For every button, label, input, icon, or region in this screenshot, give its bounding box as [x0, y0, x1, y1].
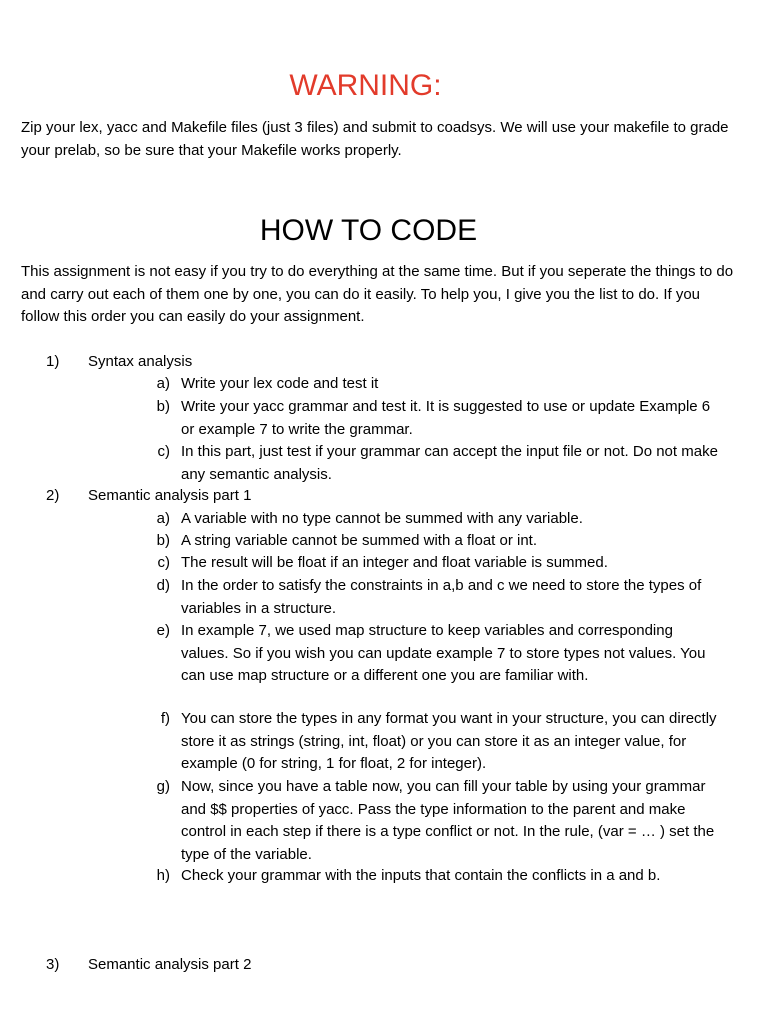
item-2-sub-e-text: In example 7, we used map structure to keep variables and corresponding values. So if you wish you can update example 7 to store types not values. You can use map structure or a different one you are familiar with. — [181, 622, 706, 684]
item-1-sub-a-text: Write your lex code and test it — [181, 375, 379, 392]
item-1-sub-a-letter: a) — [156, 375, 170, 392]
item-3-number: 3) — [46, 956, 60, 973]
item-2-sub-e-letter: e) — [156, 622, 170, 639]
item-1-sub-b-text: Write your yacc grammar and test it. It is suggested to use or update Example 6 or example 7 to write the grammar. — [181, 398, 711, 438]
item-2-sub-f-text: You can store the types in any format you want in your structure, you can directly store it as strings (string, int, float) or you can store it as an integer value, for example (0 for string, 1 for float, 2 for integer). — [181, 710, 717, 772]
item-3-label: Semantic analysis part 2 — [88, 956, 252, 973]
item-2-sub-a-letter: a) — [156, 510, 170, 527]
how-to-code-title: HOW TO CODE — [259, 214, 478, 247]
item-2-sub-b-text: A string variable cannot be summed with a float or int. — [181, 532, 538, 549]
item-2-sub-h-letter: h) — [156, 867, 170, 884]
item-2-number: 2) — [46, 487, 60, 504]
item-2-label: Semantic analysis part 1 — [88, 487, 252, 504]
item-2-sub-d-letter: d) — [156, 577, 170, 594]
warning-title: WARNING: — [289, 69, 442, 102]
item-2-sub-c-text: The result will be float if an integer and float variable is summed. — [181, 554, 608, 571]
item-2-sub-b-letter: b) — [156, 532, 170, 549]
item-2-sub-f-letter: f) — [160, 710, 170, 727]
item-2-sub-d-text: In the order to satisfy the constraints in a,b and c we need to store the types of variables in a structure. — [181, 577, 702, 617]
item-2-sub-c-letter: c) — [157, 554, 170, 571]
intro-paragraph: This assignment is not easy if you try to do everything at the same time. But if you seperate the things to do and carry out each of them one by one, you can do it easily. To help you, I give you the list to do. If you follow this order you can easily do your assignment. — [21, 263, 734, 325]
item-2-sub-a-text: A variable with no type cannot be summed with any variable. — [181, 510, 583, 527]
warning-body: Zip your lex, yacc and Makefile files (just 3 files) and submit to coadsys. We will use your makefile to grade your prelab, so be sure that your Makefile works properly. — [21, 119, 729, 159]
item-1-sub-c-text: In this part, just test if your grammar can accept the input file or not. Do not make any semantic analysis. — [181, 443, 718, 483]
item-2-sub-g-letter: g) — [156, 778, 170, 795]
item-1-number: 1) — [46, 353, 60, 370]
item-1-sub-c-letter: c) — [157, 443, 170, 460]
item-2-sub-g-text: Now, since you have a table now, you can fill your table by using your grammar and $$ properties of yacc. Pass the type information to the parent and make control in each step if there is a type conflict or not. In the rule, (var = … ) set the type of the variable. — [181, 778, 715, 863]
item-1-label: Syntax analysis — [88, 353, 193, 370]
item-1-sub-b-letter: b) — [156, 398, 170, 415]
item-2-sub-h-text: Check your grammar with the inputs that contain the conflicts in a and b. — [181, 867, 661, 884]
